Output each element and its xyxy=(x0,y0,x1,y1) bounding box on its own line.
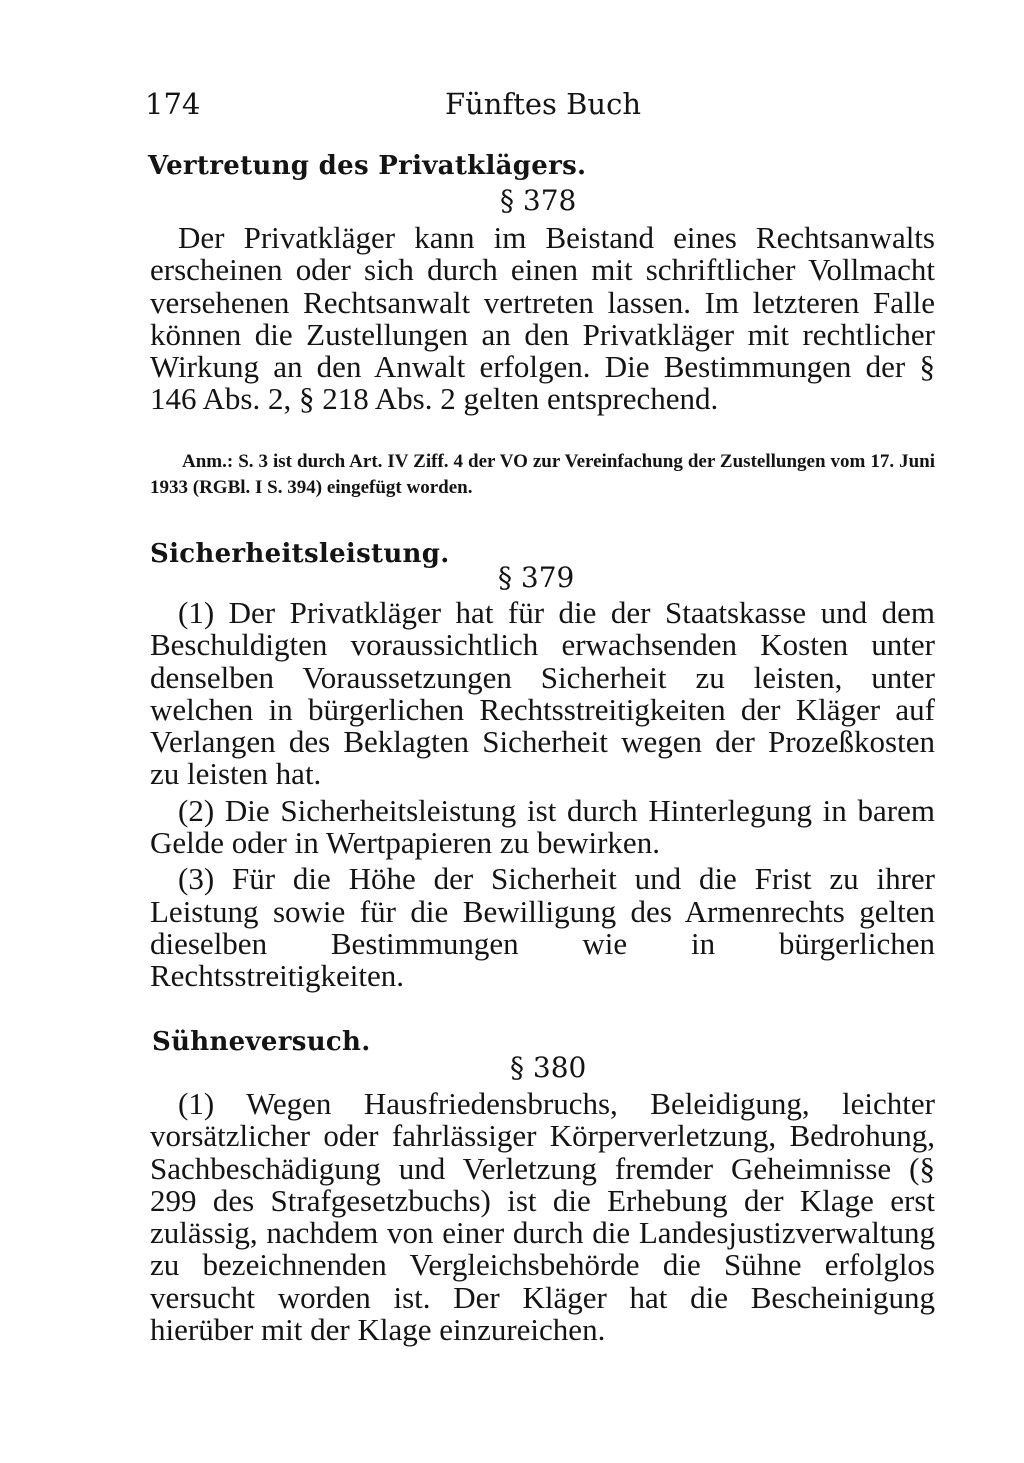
section-body-378 xyxy=(150,222,935,416)
note-text: S. 3 ist durch Art. IV Ziff. 4 der VO zur Vereinfachung der Zustellungen vom 17. Juni 1933 (RGBl. I S. 394) eingefügt worden. xyxy=(150,451,935,498)
paragraph-number-378: § 378 xyxy=(500,184,577,217)
paragraph-text: (1) Wegen Hausfriedensbruchs, Beleidigung, leichter vorsätzlicher oder fahrlässiger Körperverletzung, Bedrohung, Sachbeschädigung und Verletzung fremder Geheimnisse (§ 299 des Strafgesetzbuchs) ist die Erhebung der Klage erst zulässig, nachdem von einer durch die Landesjustizverwaltung zu bezeichnenden Vergleichsbehörde die Sühne erfolglos versucht worden ist. Der Kläger hat die Bescheinigung hierüber mit der Klage einzureichen. xyxy=(150,1086,935,1348)
paragraph-text: (2) Die Sicherheitsleistung ist durch Hinterlegung in barem Gelde oder in Wertpapieren zu bewirken. xyxy=(150,792,935,861)
section-body-379 xyxy=(150,597,935,993)
section-heading-380: Sühneversuch. xyxy=(152,1027,371,1057)
page-number: 174 xyxy=(145,87,201,121)
section-heading-378: Vertretung des Privatklägers. xyxy=(148,151,587,181)
paragraph-number-379: § 379 xyxy=(498,561,575,594)
paragraph-number-380: § 380 xyxy=(510,1051,587,1084)
section-heading-379: Sicherheitsleistung. xyxy=(150,539,450,569)
note-label: Anm.: xyxy=(182,451,234,472)
paragraph-text: (3) Für die Höhe der Sicherheit und die Frist zu ihrer Leistung sowie für die Bewilligung des Armenrechts gelten dieselben Bestimmungen wie in bürgerlichen Rechtsstreitigkeiten. xyxy=(150,861,935,994)
book-title: Fünftes Buch xyxy=(445,87,642,121)
section-body-380 xyxy=(150,1088,935,1346)
footnote-378 xyxy=(150,449,935,501)
paragraph-text: (1) Der Privatkläger hat für die der Staatskasse und dem Beschuldigten voraussichtlich erwachsenden Kosten unter denselben Voraussetzungen Sicherheit zu leisten, unter welchen in bürgerlichen Rechtsstreitigkeiten der Kläger auf Verlangen des Beklagten Sicherheit wegen der Prozeßkosten zu leisten hat. xyxy=(150,595,935,792)
paragraph-text: Der Privatkläger kann im Beistand eines Rechtsanwalts erscheinen oder sich durch einen mit schriftlicher Vollmacht versehenen Rechtsanwalt vertreten lassen. Im letzteren Falle können die Zustellungen an den Privatkläger mit rechtlicher Wirkung an den Anwalt erfolgen. Die Bestimmungen der § 146 Abs. 2, § 218 Abs. 2 gelten entsprechend. xyxy=(150,220,935,417)
